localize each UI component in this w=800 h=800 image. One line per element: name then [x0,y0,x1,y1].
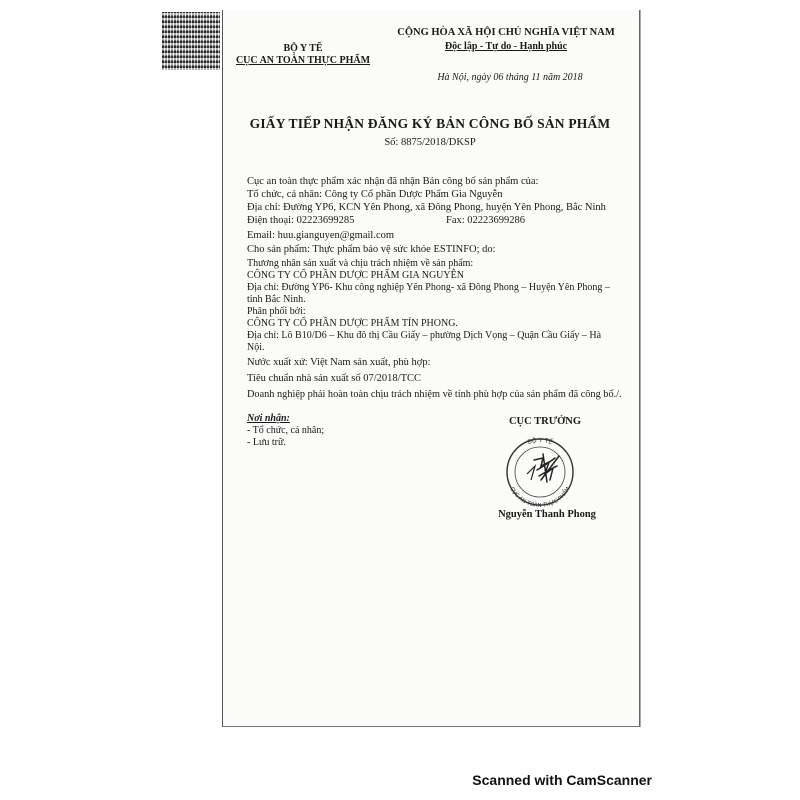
body-line: Địa chỉ: Lô B10/D6 – Khu đô thị Cầu Giấy – phường Dịch Vọng – Quận Cầu Giấy – Hà [247,330,602,341]
body-line: CÔNG TY CỔ PHẦN DƯỢC PHẨM TÍN PHONG. [247,318,458,329]
body-line: tỉnh Bắc Ninh. [247,294,306,305]
body-line: Tổ chức, cá nhân: Công ty Cổ phần Dược Phẩm Gia Nguyễn [247,189,503,200]
document-title: GIẤY TIẾP NHẬN ĐĂNG KÝ BẢN CÔNG BỐ SẢN PHẨM [249,116,611,131]
qr-code [162,12,220,70]
body-line: Email: huu.gianguyen@gmail.com [247,230,395,241]
body-line: Cho sản phẩm: Thực phẩm bảo vệ sức khỏe ESTINFO; do: [247,244,496,255]
body-line: Doanh nghiệp phải hoàn toàn chịu trách nhiệm về tính phù hợp của sản phẩm đã công bố./. [247,389,622,400]
body-line: Địa chỉ: Đường YP6, KCN Yên Phong, xã Đông Phong, huyện Yên Phong, Bắc Ninh [247,202,606,213]
fax-number: Fax: 02223699286 [446,215,526,226]
body-line: Phân phối bởi: [247,306,306,317]
signer-name: Nguyễn Thanh Phong [498,509,596,520]
country-name: CỘNG HÒA XÃ HỘI CHỦ NGHĨA VIỆT NAM [397,27,615,38]
body-line: Tiêu chuẩn nhà sản xuất số 07/2018/TCC [247,373,422,384]
recipient-item: - Tổ chức, cá nhân; [247,425,325,436]
body-line: Nước xuất xứ: Việt Nam sản xuất, phù hợp: [247,357,431,368]
body-line: Nội. [247,342,265,353]
recipients-heading: Nơi nhận: [247,413,290,424]
camscanner-watermark: Scanned with CamScanner [472,772,652,788]
body-line: Thương nhân sản xuất và chịu trách nhiệm về sản phẩm: [247,258,474,269]
signer-title: CỤC TRƯỞNG [508,416,582,427]
issue-date: Hà Nội, ngày 06 tháng 11 năm 2018 [437,72,583,83]
seal-text-bottom: CỤC AN TOÀN THỰC PHẨM [508,486,572,508]
seal-text-top: BỘ Y TẾ [526,436,554,447]
body-line: CÔNG TY CỔ PHẦN DƯỢC PHẨM GIA NGUYỄN [247,270,464,281]
body-line: Địa chỉ: Đường YP6- Khu công nghiệp Yên Phong- xã Đông Phong – Huyện Yên Phong – [247,282,610,293]
phone-number: Điện thoại: 02223699285 [247,215,355,226]
official-seal [497,430,583,508]
document-number: Số: 8875/2018/DKSP [384,137,476,148]
department-name: CỤC AN TOÀN THỰC PHẨM [235,55,371,66]
recipient-item: - Lưu trữ. [247,437,286,448]
body-line: Cục an toàn thực phẩm xác nhận đã nhận Bản công bố sản phẩm của: [247,176,539,187]
ministry-name: BỘ Y TẾ [283,43,323,54]
national-motto: Độc lập - Tự do - Hạnh phúc [444,41,568,52]
